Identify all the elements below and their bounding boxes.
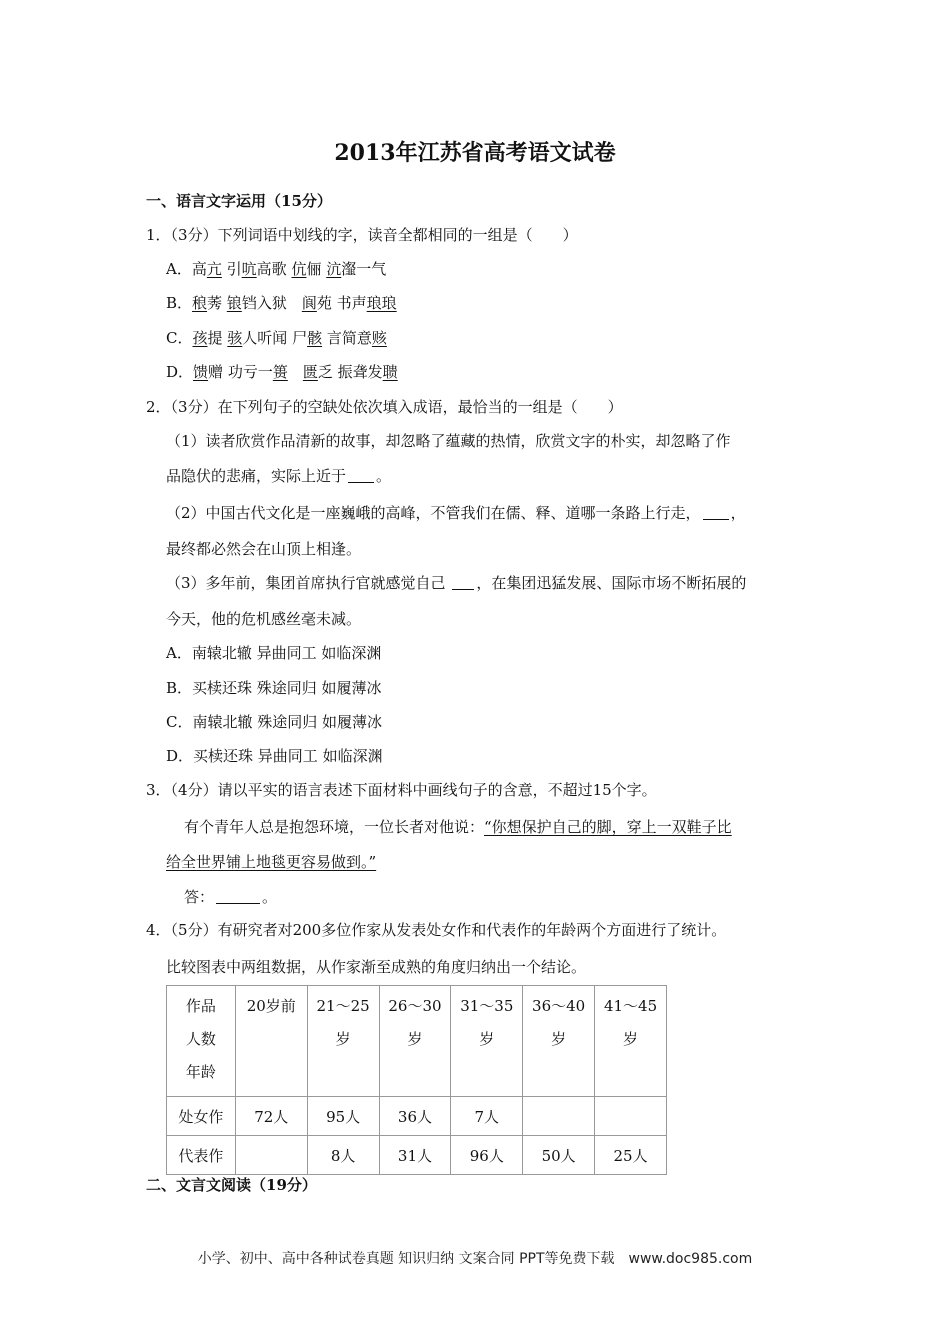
q3-material: 有个青年人总是抱怨环境，一位长者对他说：“你想保护自己的脚，穿上一双鞋子比 <box>184 818 732 836</box>
q2-option-c: C．南辕北辙 殊途同归 如履薄冰 <box>166 713 383 731</box>
table-row <box>167 1136 667 1175</box>
table-cell: 72人 <box>235 1097 307 1136</box>
q2-sentence-1-cont: 品隐伏的悲痛，实际上近于 。 <box>166 467 392 485</box>
q2-sentence-1: （1）读者欣赏作品清新的故事，却忽略了蕴藏的热情，欣赏文字的朴实，却忽略了作 <box>166 432 731 450</box>
table-cell <box>523 1097 595 1136</box>
table-header-cell: 36～40 岁 <box>523 986 595 1097</box>
q1-option-d: D．馈赠 功亏一篑 匮乏 振聋发聩 <box>166 363 398 381</box>
q2-option-b: B．买椟还珠 殊途同归 如履薄冰 <box>166 679 382 697</box>
table-header-cell: 20岁前 <box>235 986 307 1097</box>
q2-sentence-3-cont: 今天，他的危机感丝毫未减。 <box>166 610 362 628</box>
q1-option-b: B．稂莠 锒铛入狱 阆苑 书声琅琅 <box>166 294 397 312</box>
table-header-cell: 26～30 岁 <box>379 986 451 1097</box>
age-statistics-table <box>166 985 667 1175</box>
section-heading-1: 一、语言文字运用（15分） <box>146 192 332 210</box>
table-cell: 96人 <box>451 1136 523 1175</box>
q2-sentence-3: （3）多年前，集团首席执行官就感觉自己 ，在集团迅猛发展、国际市场不断拓展的 <box>166 574 747 592</box>
table-header-cell: 31～35 岁 <box>451 986 523 1097</box>
table-cell: 36人 <box>379 1097 451 1136</box>
blank-2 <box>703 505 729 520</box>
row-label: 处女作 <box>167 1097 236 1136</box>
q2-option-d: D．买椟还珠 异曲同工 如临深渊 <box>166 747 383 765</box>
question-3-stem: 3．（4分）请以平实的语言表述下面材料中画线句子的含意，不超过15个字。 <box>146 781 657 799</box>
q2-sentence-2-cont: 最终都必然会在山顶上相逢。 <box>166 540 362 558</box>
answer-blank <box>216 889 260 904</box>
table-cell: 31人 <box>379 1136 451 1175</box>
q3-answer-line: 答： 。 <box>184 888 278 906</box>
section-heading-2: 二、文言文阅读（19分） <box>146 1176 317 1194</box>
table-cell: 95人 <box>307 1097 379 1136</box>
page-title: 2013年江苏省高考语文试卷 <box>334 140 616 166</box>
table-cell: 50人 <box>523 1136 595 1175</box>
q1-option-a: A．高亢 引吭高歌 伉俪 沆瀣一气 <box>166 260 387 278</box>
question-1-stem: 1．（3分）下列词语中划线的字，读音全都相同的一组是（ ） <box>146 226 578 244</box>
question-4-stem-cont: 比较图表中两组数据，从作家渐至成熟的角度归纳出一个结论。 <box>166 958 587 976</box>
table-cell: 25人 <box>595 1136 667 1175</box>
q2-option-a: A．南辕北辙 异曲同工 如临深渊 <box>166 644 382 662</box>
footer-text: 小学、初中、高中各种试卷真题 知识归纳 文案合同 PPT等免费下载 www.doc985.com <box>197 1251 753 1267</box>
table-cell: 7人 <box>451 1097 523 1136</box>
q3-material-cont: 给全世界铺上地毯更容易做到。” <box>166 853 377 871</box>
table-cell <box>235 1136 307 1175</box>
question-4-stem: 4．（5分）有研究者对200多位作家从发表处女作和代表作的年龄两个方面进行了统计。 <box>146 921 727 939</box>
table-cell: 8人 <box>307 1136 379 1175</box>
q2-sentence-2: （2）中国古代文化是一座巍峨的高峰，不管我们在儒、释、道哪一条路上行走， ， <box>166 504 746 522</box>
table-cell <box>595 1097 667 1136</box>
blank-1 <box>348 468 374 483</box>
table-corner-cell: 作品 人数 年龄 <box>167 986 236 1097</box>
q1-option-c: C．孩提 骇人听闻 尸骸 言简意赅 <box>166 329 387 347</box>
table-header-cell: 41～45 岁 <box>595 986 667 1097</box>
table-row <box>167 1097 667 1136</box>
row-label: 代表作 <box>167 1136 236 1175</box>
blank-3 <box>452 575 474 590</box>
table-header-cell: 21～25 岁 <box>307 986 379 1097</box>
table-header-row <box>167 986 667 1097</box>
question-2-stem: 2．（3分）在下列句子的空缺处依次填入成语，最恰当的一组是（ ） <box>146 398 623 416</box>
